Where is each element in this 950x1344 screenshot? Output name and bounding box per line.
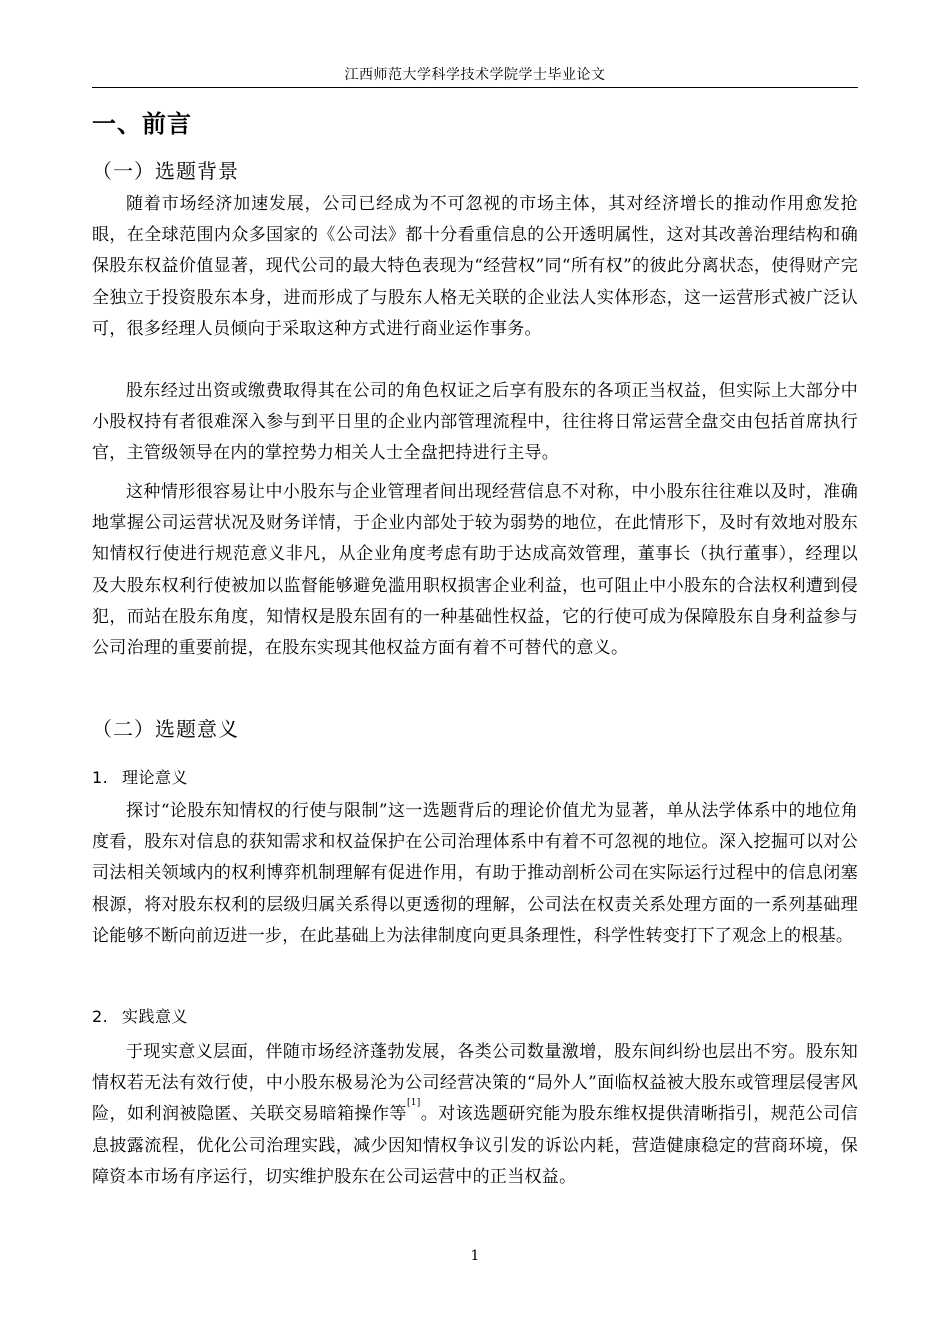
item-number: 2. [92, 1007, 109, 1026]
paragraph-practice-text-1: 于现实意义层面，伴随市场经济蓬勃发展，各类公司数量激增，股东间纠纷也层出不穷。股东知情权若无法有效行使，中小股东极易沦为公司经营决策的“局外人”面临权益被大股东或管理层侵害风险，如利润被隐匿、关联交易暗箱操作等 [92, 1042, 858, 1125]
page-number: 1 [470, 1248, 480, 1264]
footnote-reference[interactable]: [1] [406, 1098, 421, 1109]
paragraph-background-2: 股东经过出资或缴费取得其在公司的角色权证之后享有股东的各项正当权益，但实际上大部分中小股权持有者很难深入参与到平日里的企业内部管理流程中，往往将日常运营全盘交由包括首席执行官，主管级领导在内的掌控势力相关人士全盘把持进行主导。 [92, 381, 858, 464]
section-title: 一、前言 [92, 110, 192, 138]
item-heading-theory [92, 765, 188, 788]
paragraph-background-1: 随着市场经济加速发展，公司已经成为不可忽视的市场主体，其对经济增长的推动作用愈发抢眼，在全球范围内众多国家的《公司法》都十分看重信息的公开透明属性，这对其改善治理结构和确保股东权益价值显著，现代公司的最大特色表现为“经营权”同“所有权”的彼此分离状态，使得财产完全独立于投资股东本身，进而形成了与股东人格无关联的企业法人实体形态，这一运营形式被广泛认可，很多经理人员倾向于采取这种方式进行商业运作事务。 [92, 194, 858, 339]
header-rule [92, 87, 858, 88]
paragraph-background-3: 这种情形很容易让中小股东与企业管理者间出现经营信息不对称，中小股东往往难以及时，准确地掌握公司运营状况及财务详情，于企业内部处于较为弱势的地位，在此情形下，及时有效地对股东知情权行使进行规范意义非凡，从企业角度考虑有助于达成高效管理，董事长（执行董事），经理以及大股东权利行使被加以监督能够避免滥用职权损害企业利益，也可阻止中小股东的合法权利遭到侵犯，而站在股东角度，知情权是股东固有的一种基础性权益，它的行使可成为保障股东自身利益参与公司治理的重要前提，在股东实现其他权益方面有着不可替代的意义。 [92, 482, 858, 659]
running-header: 江西师范大学科学技术学院学士毕业论文 [344, 67, 606, 83]
subsection-title-background: （一）选题背景 [92, 159, 239, 183]
paragraph-practice-text-2: 。对该选题研究能为股东维权提供清晰指引，规范公司信息披露流程，优化公司治理实践，减少因知情权争议引发的诉讼内耗，营造健康稳定的营商环境，保障资本市场有序运行，切实维护股东在公司运营中的正当权益。 [92, 1104, 858, 1187]
item-title: 理论意义 [122, 768, 189, 787]
paragraph-practice [92, 1037, 858, 1193]
item-number: 1. [92, 768, 109, 787]
item-title: 实践意义 [122, 1007, 189, 1026]
subsection-title-significance: （二）选题意义 [92, 717, 239, 741]
item-heading-practice [92, 1004, 188, 1027]
paragraph-theory: 探讨“论股东知情权的行使与限制”这一选题背后的理论价值尤为显著，单从法学体系中的地位角度看，股东对信息的获知需求和权益保护在公司治理体系中有着不可忽视的地位。深入挖掘可以对公司法相关领域内的权利博弈机制理解有促进作用，有助于推动剖析公司在实际运行过程中的信息闭塞根源，将对股东权利的层级归属关系得以更透彻的理解，公司法在权责关系处理方面的一系列基础理论能够不断向前迈进一步，在此基础上为法律制度向更具条理性，科学性转变打下了观念上的根基。 [92, 801, 858, 946]
